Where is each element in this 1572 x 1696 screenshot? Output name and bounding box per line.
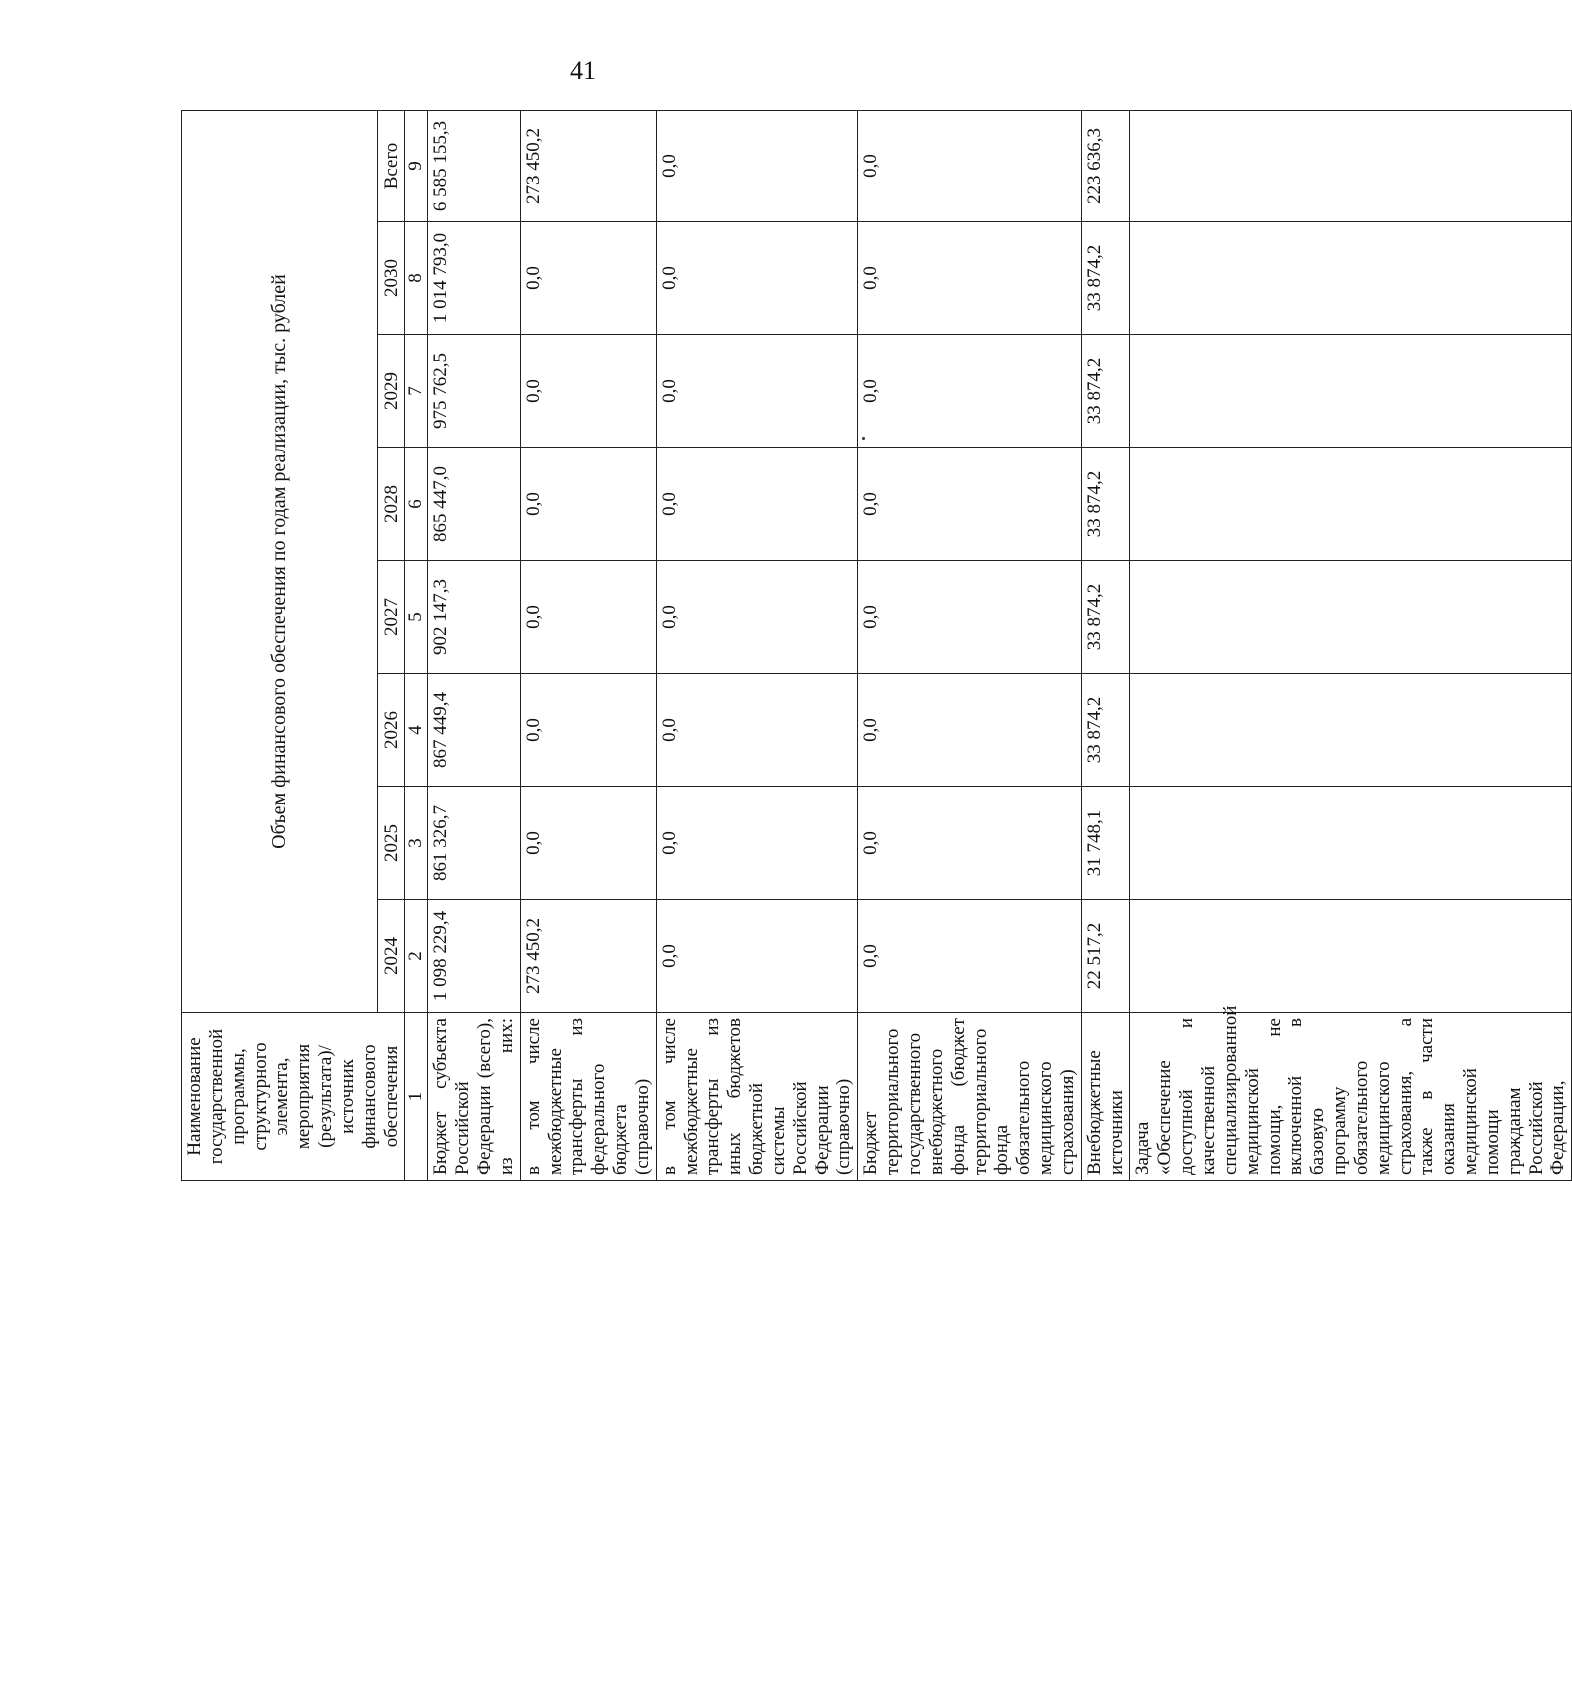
year-header: 2029: [378, 335, 405, 448]
row-label: в том числе межбюджетные трансферты из иных бюджетов бюджетной системы Российской Федерации (справочно): [656, 1013, 858, 1181]
row-value: [1130, 561, 1572, 674]
row-label-task: Задача «Обеспечение доступной и качественной специализированной медицинской помощи, не включенной в базовую программу обязательного медицинского страхования, а также в части оказания медицинской помощи гражданам Российской Федерации,: [1130, 1013, 1572, 1181]
row-value: 0,0: [656, 561, 858, 674]
row-value: 0,0: [656, 900, 858, 1013]
row-value: 0,0: [656, 222, 858, 335]
row-value: 0,0: [520, 448, 656, 561]
row-value: [1130, 674, 1572, 787]
row-value: 0,0: [858, 900, 1081, 1013]
row-value: 1 014 793,0: [428, 222, 520, 335]
year-header: 2026: [378, 674, 405, 787]
row-value: 0,0: [520, 674, 656, 787]
row-value: 0,0: [656, 674, 858, 787]
row-value: 223 636,3: [1081, 110, 1130, 221]
year-header: 2027: [378, 561, 405, 674]
column-number: 5: [405, 561, 428, 674]
row-label: Бюджет субъекта Российской Федерации (всего), из них:: [428, 1013, 520, 1181]
row-label: в том числе межбюджетные трансферты из федерального бюджета (справочно): [520, 1013, 656, 1181]
row-value: 33 874,2: [1081, 674, 1130, 787]
row-value: 0,0: [656, 448, 858, 561]
row-value: [1130, 335, 1572, 448]
row-value: 902 147,3: [428, 561, 520, 674]
row-value: 0,0: [858, 448, 1081, 561]
column-number: 4: [405, 674, 428, 787]
name-column-header: Наименование государственной программы, структурного элемента, мероприятия (результата)/источник финансового обеспечения: [182, 1013, 405, 1181]
row-value: 0,0: [656, 335, 858, 448]
year-header: 2028: [378, 448, 405, 561]
row-value: [1130, 900, 1572, 1013]
row-value: 0,0: [858, 561, 1081, 674]
row-value: 1 098 229,4: [428, 900, 520, 1013]
column-number: 6: [405, 448, 428, 561]
stray-mark: [862, 437, 865, 440]
row-value: 0,0: [520, 561, 656, 674]
year-header: 2024: [378, 900, 405, 1013]
column-number: 9: [405, 110, 428, 221]
volume-header: Объем финансового обеспечения по годам реализации, тыс. рублей: [182, 110, 378, 1012]
row-value: 33 874,2: [1081, 448, 1130, 561]
row-value: 33 874,2: [1081, 561, 1130, 674]
column-number: 2: [405, 900, 428, 1013]
page-number: 41: [570, 56, 596, 85]
column-number: 3: [405, 787, 428, 900]
row-value: 0,0: [520, 787, 656, 900]
table-row: [1130, 110, 1572, 1180]
table-row: [656, 110, 858, 1180]
row-value: 0,0: [656, 787, 858, 900]
row-value: 0,0: [520, 222, 656, 335]
row-value: 0,0: [520, 335, 656, 448]
table-row: [428, 110, 520, 1180]
table-row: [1081, 110, 1130, 1180]
row-value: 975 762,5: [428, 335, 520, 448]
row-value: 273 450,2: [520, 900, 656, 1013]
row-value: 0,0: [858, 335, 1081, 448]
year-header: 2025: [378, 787, 405, 900]
row-label: Бюджет территориального государственного внебюджетного фонда (бюджет территориального фонда обязательного медицинского страхования): [858, 1013, 1081, 1181]
row-value: 0,0: [858, 787, 1081, 900]
financing-table: [181, 110, 1572, 1181]
row-value: 33 874,2: [1081, 335, 1130, 448]
row-value: 0,0: [858, 110, 1081, 221]
row-value: [1130, 222, 1572, 335]
row-value: [1130, 110, 1572, 221]
row-value: 273 450,2: [520, 110, 656, 221]
row-label: Внебюджетные источники: [1081, 1013, 1130, 1181]
row-value: 865 447,0: [428, 448, 520, 561]
row-value: 867 449,4: [428, 674, 520, 787]
row-value: 0,0: [858, 674, 1081, 787]
row-value: [1130, 787, 1572, 900]
table-row: [858, 110, 1081, 1180]
column-number: 1: [405, 1013, 428, 1181]
column-number: 8: [405, 222, 428, 335]
table-row: [520, 110, 656, 1180]
row-value: 0,0: [656, 110, 858, 221]
year-header-total: Всего: [378, 110, 405, 221]
financing-table-rotated: [181, 119, 1569, 1181]
row-value: 31 748,1: [1081, 787, 1130, 900]
row-value: [1130, 448, 1572, 561]
column-number: 7: [405, 335, 428, 448]
row-value: 6 585 155,3: [428, 110, 520, 221]
row-value: 33 874,2: [1081, 222, 1130, 335]
row-value: 22 517,2: [1081, 900, 1130, 1013]
row-value: 861 326,7: [428, 787, 520, 900]
year-header: 2030: [378, 222, 405, 335]
row-value: 0,0: [858, 222, 1081, 335]
